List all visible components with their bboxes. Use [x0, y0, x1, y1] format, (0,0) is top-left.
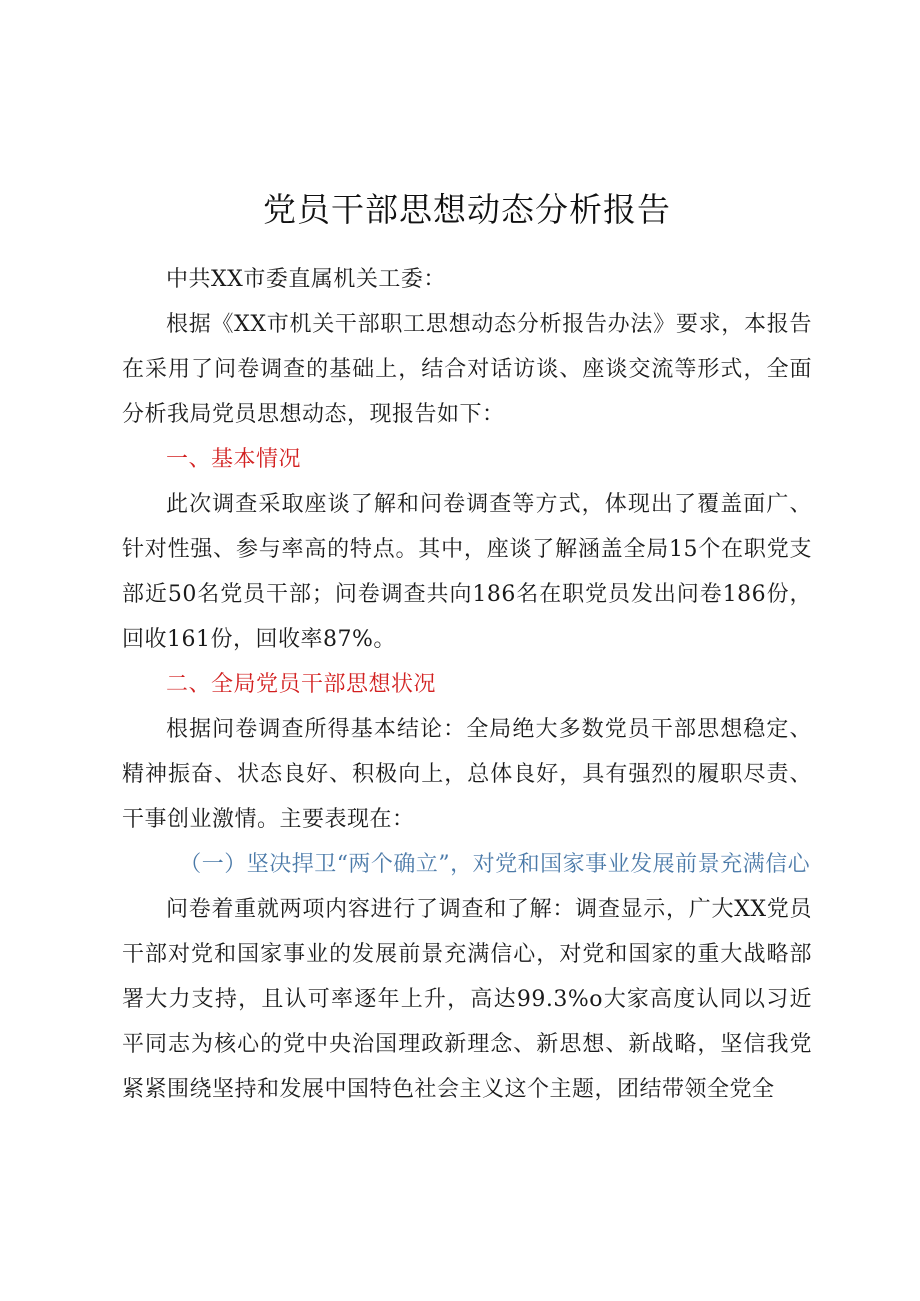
section-heading-ideological-status: 二、全局党员干部思想状况: [166, 672, 437, 697]
document-title: 党员干部思想动态分析报告: [263, 190, 671, 229]
subsection-heading-confidence: （一）坚决捍卫“两个确立”，对党和国家事业发展前景充满信心: [179, 852, 811, 877]
salutation: 中共XX市委直属机关工委：: [166, 267, 446, 292]
section-basic-situation-paragraph: 此次调查采取座谈了解和问卷调查等方式，体现出了覆盖面广、针对性强、参与率高的特点。其中，座谈了解涵盖全局15个在职党支部近50名党员干部；问卷调查共向186名在职党员发出问卷186份，回收161份，回收率87%。: [122, 492, 812, 652]
intro-paragraph: 根据《XX市机关干部职工思想动态分析报告办法》要求，本报告在采用了问卷调查的基础上，结合对话访谈、座谈交流等形式，全面分析我局党员思想动态，现报告如下：: [122, 312, 812, 427]
section-ideological-status-paragraph: 根据问卷调查所得基本结论：全局绝大多数党员干部思想稳定、精神振奋、状态良好、积极向上，总体良好，具有强烈的履职尽责、干事创业激情。主要表现在：: [122, 717, 812, 832]
document-body: [122, 257, 812, 1112]
section-heading-basic-situation: 一、基本情况: [166, 447, 302, 472]
subsection-confidence-paragraph: 问卷着重就两项内容进行了调查和了解：调查显示，广大XX党员干部对党和国家事业的发展前景充满信心，对党和国家的重大战略部署大力支持，且认可率逐年上升，高达99.3%o大家高度认同以习近平同志为核心的党中央治国理政新理念、新思想、新战略，坚信我党紧紧围绕坚持和发展中国特色社会主义这个主题，团结带领全党全: [122, 897, 812, 1102]
